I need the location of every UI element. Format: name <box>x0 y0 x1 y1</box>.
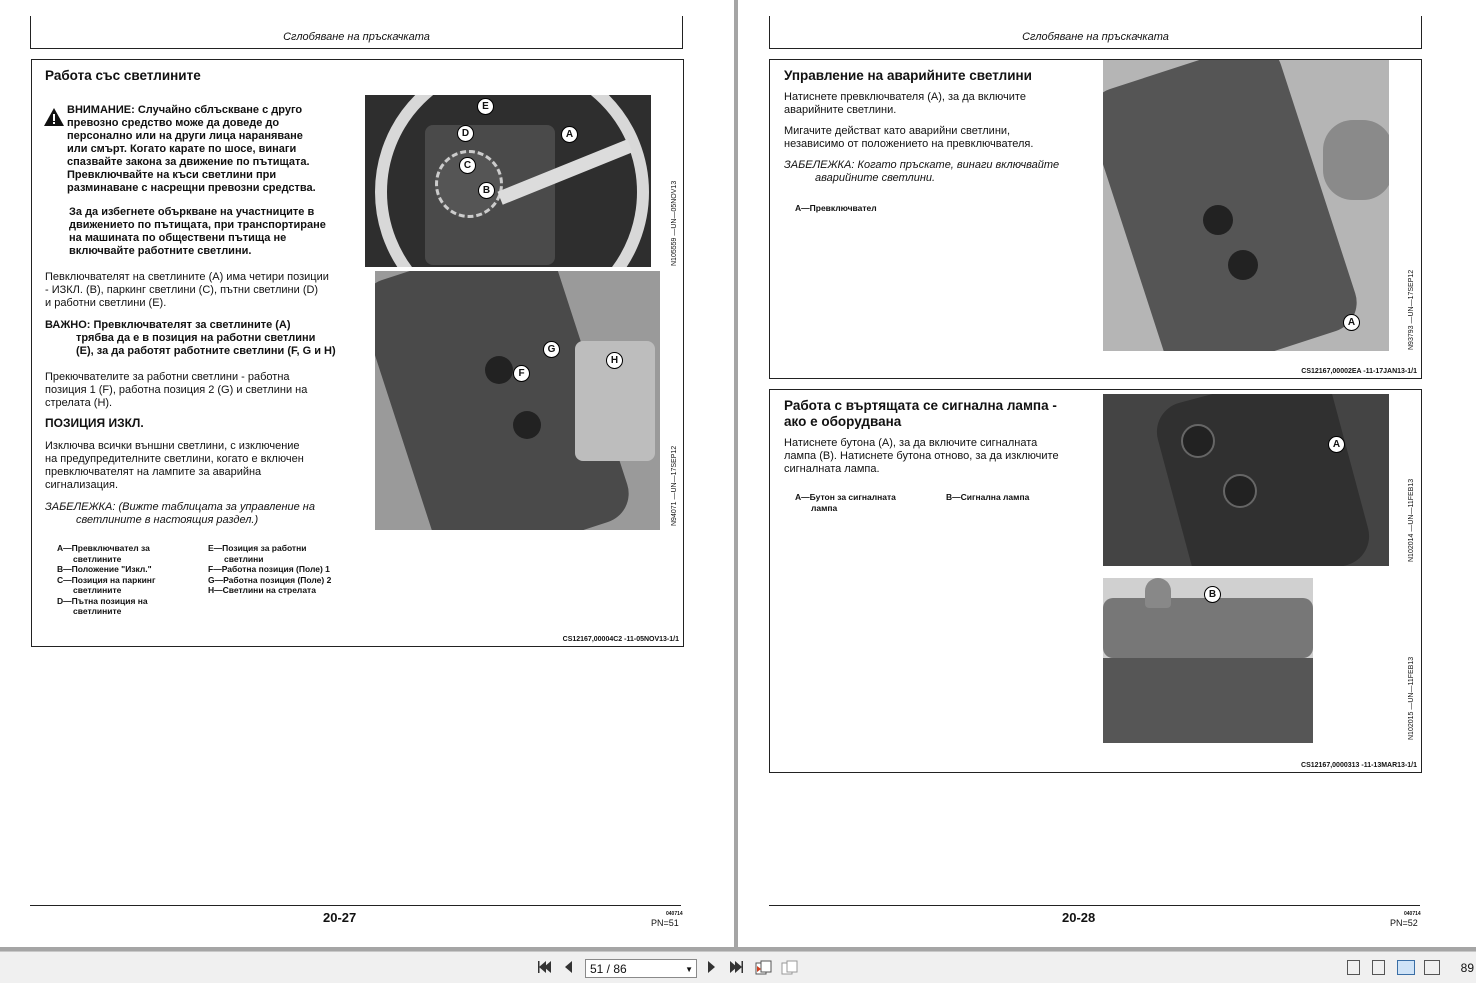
warning-line: Случайно сблъскване с друго <box>137 104 303 116</box>
right-header <box>769 16 1422 49</box>
legend-b: B—Сигнална лампа <box>946 492 1030 502</box>
forward-view-icon[interactable] <box>781 960 799 976</box>
para-line: независимо от положението на превключвателя. <box>784 138 1034 150</box>
para-line: и работни светлини (E). <box>45 297 167 309</box>
chevron-down-icon: ▼ <box>685 965 693 974</box>
prev-page-icon[interactable] <box>563 960 573 974</box>
warning-icon <box>43 107 65 127</box>
img2-code: N94071 —UN—17SEP12 <box>671 445 678 526</box>
warning-label: ВНИМАНИЕ: <box>67 104 135 116</box>
important-note <box>45 319 355 358</box>
para-switch-positions <box>45 271 355 310</box>
note-line: аварийните светлини. <box>815 172 936 184</box>
section-title: Управление на аварийните светлини <box>784 68 1032 83</box>
header-text: Сглобяване на пръскачката <box>1022 31 1169 43</box>
note-line: ЗАБЕЛЕЖКА: (Вижте таблицата за управление на <box>45 501 315 513</box>
legend-item: G—Работна позиция (Поле) 2 <box>208 574 332 585</box>
right-page <box>738 0 1476 947</box>
img1-code: N102014 —UN—11FEB13 <box>1408 478 1415 562</box>
legend-col1 <box>57 543 197 617</box>
para-line: лампа (B). Натиснете бутона отново, за да изключите <box>784 450 1059 462</box>
two-page-continuous-view-icon[interactable] <box>1424 960 1440 975</box>
beacon-button-photo <box>1103 394 1389 566</box>
legend-item: D—Пътна позиция на <box>57 595 148 606</box>
legend-item: E—Позиция за работни <box>208 543 307 553</box>
note-text <box>784 159 1094 185</box>
para-line: на предупредителните светлини, когато е включен <box>45 453 304 465</box>
page-number: 20-28 <box>1062 910 1096 925</box>
continuous-view-icon[interactable] <box>1372 960 1385 975</box>
page-display: 51 / 86 <box>590 962 627 976</box>
legend-item: светлините <box>73 606 122 616</box>
section-title: Работа със светлините <box>45 68 201 83</box>
callout-h: H <box>606 352 623 369</box>
para-line: Натиснете превключвателя (A), за да включите <box>784 91 1026 103</box>
beacon-section <box>769 389 1422 773</box>
back-view-icon[interactable] <box>755 960 773 976</box>
warning2-line: на машината по обществени пътища не <box>69 232 287 244</box>
two-page-view-icon[interactable] <box>1397 960 1415 975</box>
callout-a: A <box>1328 436 1345 453</box>
legend-item: C—Позиция на паркинг <box>57 574 156 585</box>
para-line: позиция 1 (F), работна позиция 2 (G) и светлини на <box>45 384 308 396</box>
legend-item: A—Бутон за сигналната <box>795 492 896 502</box>
img1-code: N105559 —UN—05NOV13 <box>671 180 678 266</box>
warning2-line: За да избегнете объркване на участниците в <box>69 206 315 218</box>
warning-text <box>67 104 357 195</box>
page-number-select[interactable] <box>585 959 697 978</box>
section-code: CS12167,00004C2 -11-05NOV13-1/1 <box>562 636 679 643</box>
callout-e: E <box>477 98 494 115</box>
legend-item: A—Превключвател за <box>57 543 150 553</box>
para-line: - ИЗКЛ. (B), паркинг светлини (C), пътни светлини (D) <box>45 284 319 296</box>
section-title-line2: ако е оборудвана <box>784 414 902 429</box>
callout-c: C <box>459 157 476 174</box>
section-title-line1: Работа с въртящата се сигнална лампа - <box>784 398 1057 413</box>
para-off-position <box>45 440 355 492</box>
note-text <box>45 501 355 527</box>
footer-line <box>769 905 1420 906</box>
control-panel-photo <box>375 271 660 530</box>
para-line: сигналната лампа. <box>784 463 880 475</box>
warning-line: или смърт. Когато карате по шосе, винаги <box>67 143 297 155</box>
legend-item: B—Положение "Изкл." <box>57 564 152 574</box>
para-line: стрелата (H). <box>45 397 113 409</box>
page-number: 20-27 <box>323 910 357 925</box>
img-code: N93793 —UN—17SEP12 <box>1408 269 1415 350</box>
para-line: Натиснете бутона (A), за да включите сигналната <box>784 437 1038 449</box>
first-page-icon[interactable] <box>538 960 552 974</box>
important-label: ВАЖНО: <box>45 319 91 331</box>
para-line: Изключва всички външни светлини, с изключение <box>45 440 300 452</box>
legend-item: светлините <box>73 553 122 564</box>
para-beacon <box>784 437 1094 476</box>
pdf-viewer-toolbar <box>0 951 1476 983</box>
lights-section <box>31 59 684 647</box>
note-line: светлините в настоящия раздел.) <box>76 514 259 526</box>
warning-line: Превключвайте на къси светлини при <box>67 169 277 181</box>
pn-small: 040714 <box>1404 911 1421 917</box>
section-code: CS12167,0000313 -11-13MAR13-1/1 <box>1301 762 1417 769</box>
beacon-lamp-photo <box>1103 578 1313 743</box>
callout-b: B <box>1204 586 1221 603</box>
callout-a: A <box>561 126 578 143</box>
legend-item: светлините <box>73 585 122 595</box>
warning-line: превозно средство може да доведе до <box>67 117 280 129</box>
zoom-level[interactable]: 89 <box>1460 961 1474 975</box>
callout-f: F <box>513 365 530 382</box>
hazard-lights-section <box>769 59 1422 379</box>
important-line: трябва да е в позиция на работни светлини <box>76 332 316 344</box>
warning2-text <box>69 206 359 258</box>
legend-item: лампа <box>811 502 838 513</box>
header-text: Сглобяване на пръскачката <box>283 31 430 43</box>
left-page <box>0 0 734 947</box>
para-work-lights <box>45 371 355 410</box>
legend-a <box>795 492 925 513</box>
para-line: сигнализация. <box>45 479 119 491</box>
para-line: Мигачите действат като аварийни светлини, <box>784 125 1011 137</box>
pn-label: PN=51 <box>651 918 679 928</box>
legend-item: H—Светлини на стрелата <box>208 585 316 595</box>
para-line: Прекючвателите за работни светлини - работна <box>45 371 290 383</box>
img2-code: N102015 —UN—11FEB13 <box>1408 656 1415 740</box>
para-line: аварийните светлини. <box>784 104 897 116</box>
callout-a: A <box>1343 314 1360 331</box>
warning-line: персонално или на други лица нараняване <box>67 130 303 142</box>
section-code: CS12167,00002EA -11-17JAN13-1/1 <box>1301 368 1417 375</box>
important-line: (E), за да работят работните светлини (F, G и H) <box>76 345 336 357</box>
legend-item: светлини <box>224 553 264 564</box>
pn-label: PN=52 <box>1390 918 1418 928</box>
para-line: Певключвателят на светлините (А) има четири позиции <box>45 271 329 283</box>
next-page-icon[interactable] <box>707 960 717 974</box>
legend-item: F—Работна позиция (Поле) 1 <box>208 564 330 574</box>
para-line: превключвателят на лампите за аварийна <box>45 466 262 478</box>
single-page-view-icon[interactable] <box>1347 960 1360 975</box>
callout-b: B <box>478 182 495 199</box>
callout-d: D <box>457 125 474 142</box>
warning-line: разминаване с насрещни превозни средства. <box>67 182 316 194</box>
steering-wheel-photo <box>365 95 651 267</box>
note-line: ЗАБЕЛЕЖКА: Когато пръскате, винаги включвайте <box>784 159 1060 171</box>
warning-line: спазвайте закона за движение по пътищата. <box>67 156 310 168</box>
footer-line <box>30 905 681 906</box>
para-hazard <box>784 91 1084 117</box>
legend-col2 <box>208 543 358 596</box>
important-line: Превключвателят за светлините (А) <box>93 319 291 331</box>
warning2-line: движението по пътищата, при транспортиране <box>69 219 326 231</box>
hazard-panel-photo <box>1103 60 1389 351</box>
para-blinkers <box>784 125 1084 151</box>
last-page-icon[interactable] <box>729 960 743 974</box>
warning2-line: включвайте работните светлини. <box>69 245 252 257</box>
subheading-off: ПОЗИЦИЯ ИЗКЛ. <box>45 416 144 430</box>
pn-small: 040714 <box>666 911 683 917</box>
callout-g: G <box>543 341 560 358</box>
legend-item: A—Превключвател <box>795 203 877 213</box>
left-header <box>30 16 683 49</box>
